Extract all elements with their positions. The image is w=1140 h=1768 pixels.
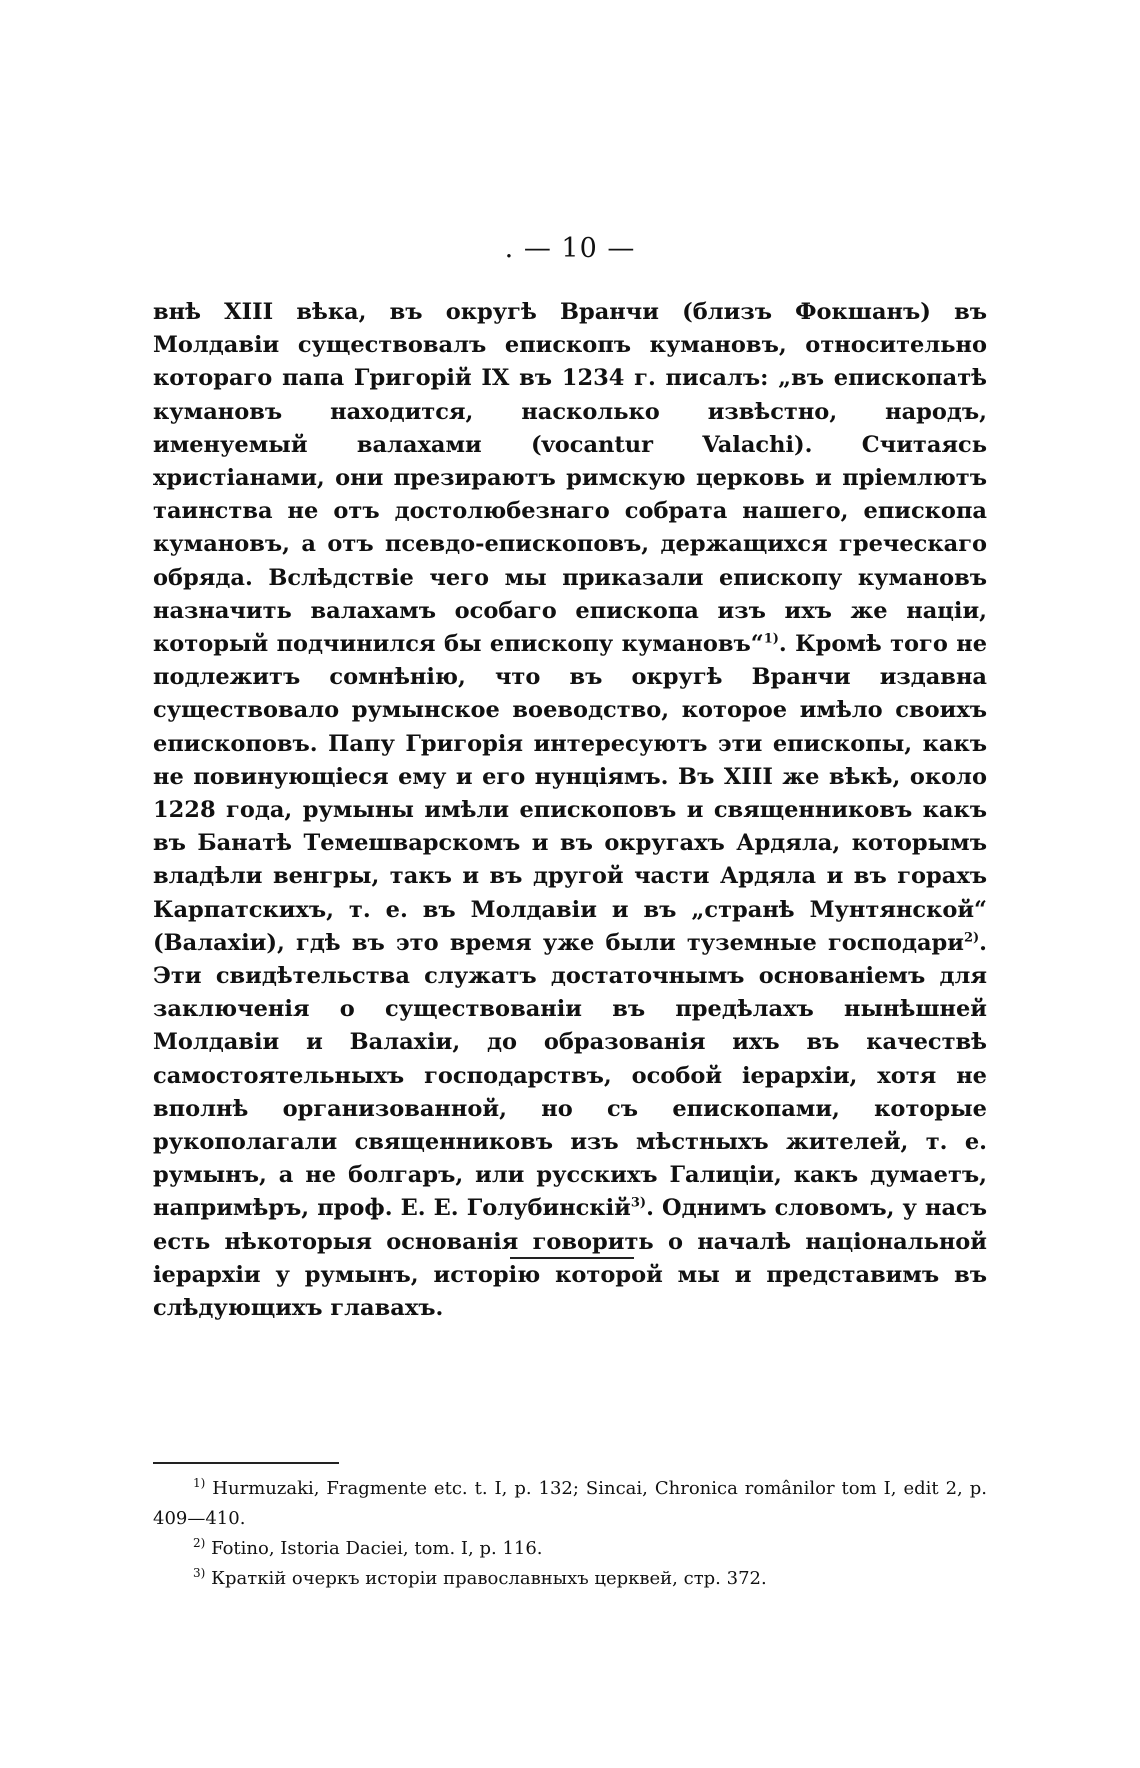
text-segment-2: . Кромѣ того не подлежитъ сомнѣнію, что въ округѣ Вранчи издавна существовало румынское воеводство, которое имѣло своихъ епископовъ. Папу Григорія интересуютъ эти епископы, какъ не повинующіеся ему и его нунціямъ. Въ XIII же вѣкѣ, около 1228 года, румыны имѣли епископовъ и священниковъ какъ въ Банатѣ Темешварскомъ и въ округахъ Ардяла, которымъ владѣли венгры, такъ и въ другой части Ардяла и въ горахъ Карпатскихъ, т. е. въ Молдавіи и въ „странѣ Мунтянской“ (Валахіи), гдѣ въ это время уже были туземные господари xyxy=(153,631,988,956)
footnote-mark: 3) xyxy=(193,1566,206,1580)
footnote-mark: 2) xyxy=(193,1536,206,1550)
footnote-text: Hurmuzaki, Fragmente etc. t. I, p. 132; Sincai, Chronica românilor tom I, edit 2, p. 409—410. xyxy=(153,1478,987,1529)
footnote-ref-2: 2) xyxy=(963,930,980,946)
text-segment-4: . Однимъ словомъ, у насъ есть нѣкоторыя основанія говорить о началѣ національной іерархіи у румынъ, исторію которой мы и представимъ въ слѣдующихъ главахъ. xyxy=(153,1195,988,1322)
footnote-text: Краткій очеркъ исторіи православныхъ церквей, стр. 372. xyxy=(211,1568,767,1589)
footnote-ref-3: 3) xyxy=(630,1195,647,1211)
page-number: . — 10 — xyxy=(504,233,636,264)
footnote-mark: 1) xyxy=(193,1476,206,1490)
paragraph xyxy=(153,296,987,1325)
footnote-3 xyxy=(153,1564,987,1594)
footnote-text: Fotino, Istoria Daciei, tom. I, p. 116. xyxy=(211,1538,543,1559)
footnote-ref-1: 1) xyxy=(763,631,779,647)
footnotes xyxy=(153,1474,987,1594)
footnote-2 xyxy=(153,1534,987,1564)
footnote-divider xyxy=(153,1462,339,1464)
text-segment-1: внѣ XIII вѣка, въ округѣ Вранчи (близъ Фокшанъ) въ Молдавіи существовалъ епископъ кумановъ, относительно котораго папа Григорій IX въ 1234 г. писалъ: „въ епископатѣ кумановъ находится, насколько извѣстно, народъ, именуемый валахами (vocantur Valachi). Считаясь христіанами, они презираютъ римскую церковь и пріемлютъ таинства не отъ достолюбезнаго собрата нашего, епископа кумановъ, а отъ псевдо-епископовъ, держащихся греческаго обряда. Вслѣдствіе чего мы приказали епископу кумановъ назначить валахамъ особаго епископа изъ ихъ же націи, который подчинился бы епископу кумановъ“ xyxy=(153,299,987,658)
main-text xyxy=(153,296,987,1325)
text-segment-3: . Эти свидѣтельства служатъ достаточнымъ основаніемъ для заключенія о существованіи въ предѣлахъ нынѣшней Молдавіи и Валахіи, до образованія ихъ въ качествѣ самостоятельныхъ господарствъ, особой іерархіи, хотя не вполнѣ организованной, но съ епископами, которые рукополагали священниковъ изъ мѣстныхъ жителей, т. е. румынъ, а не болгаръ, или русскихъ Галиціи, какъ думаетъ, напримѣръ, проф. Е. Е. Голубинскій xyxy=(153,929,987,1222)
section-end-divider xyxy=(510,1257,634,1259)
footnote-1 xyxy=(153,1474,987,1534)
